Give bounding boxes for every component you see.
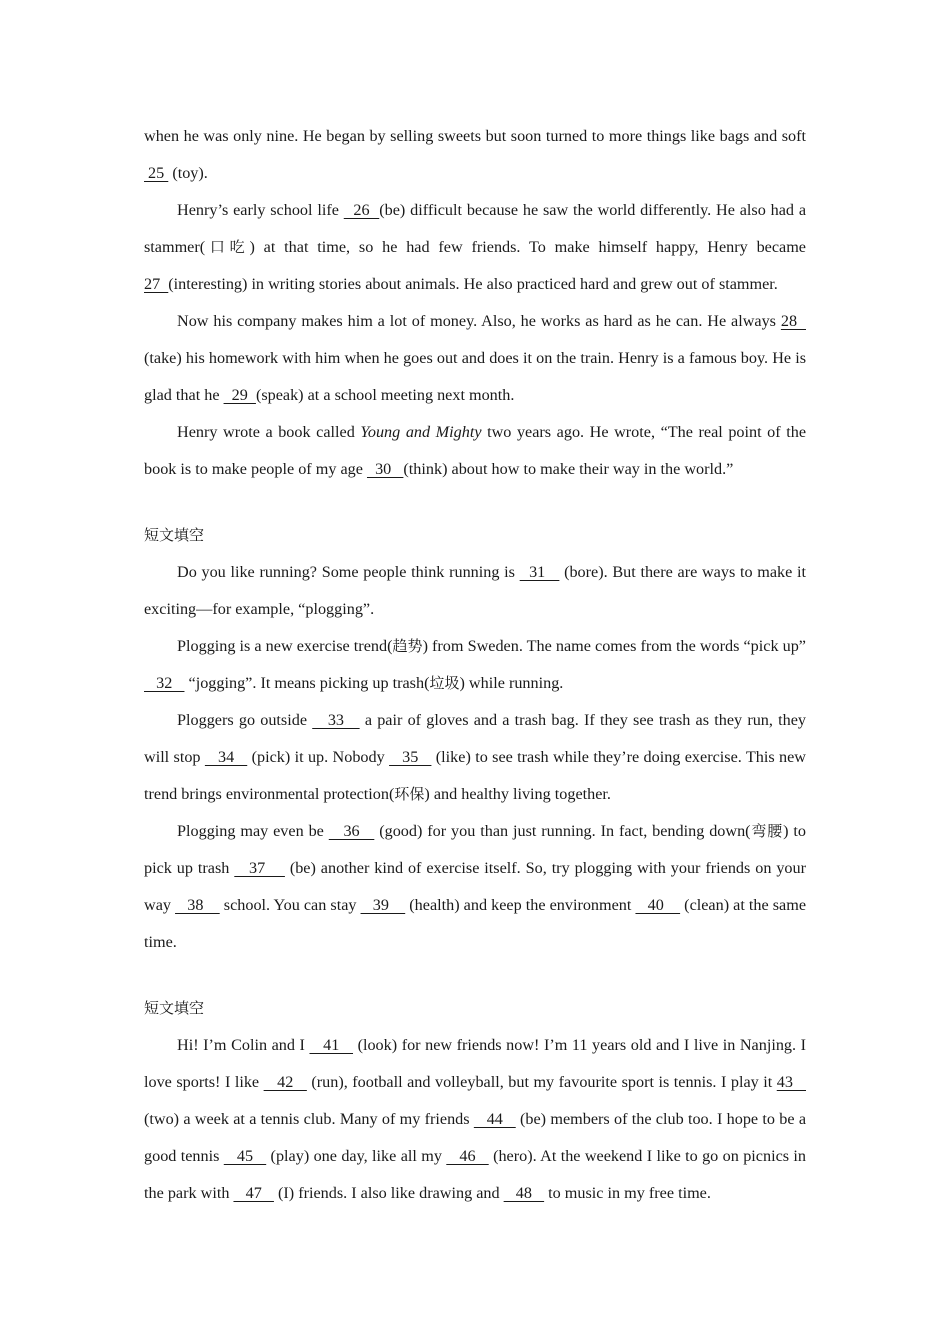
blank-28: 28 bbox=[780, 312, 806, 330]
blank-46: 46 bbox=[446, 1147, 489, 1165]
blank-27: 27 bbox=[144, 275, 169, 293]
paragraph: Now his company makes him a lot of money. Also, he works as hard as he can. He always 28 (take) his homework with him when he goes out and does it on the train. Henry is a famous boy. He is glad that he 29 (speak) at a school meeting next month. bbox=[144, 312, 806, 404]
blank-45: 45 bbox=[223, 1147, 267, 1165]
blank-31: 31 bbox=[519, 563, 560, 581]
book-title: Young and Mighty bbox=[360, 423, 482, 441]
blank-33: 33 bbox=[312, 711, 360, 729]
paragraph: Plogging may even be 36 (good) for you than just running. In fact, bending down(弯腰) to pick up trash 37 (be) another kind of exercise itself. So, try plogging with your friends on your way 38 school. You can stay 39 (health) and keep the environment 40 (clean) at the same time. bbox=[144, 822, 807, 951]
blank-29: 29 bbox=[223, 386, 256, 404]
paragraph: Henry wrote a book called Young and Mighty two years ago. He wrote, “The real point of the book is to make people of my age 30 (think) about how to make their way in the world.” bbox=[144, 423, 806, 478]
paragraph: Henry’s early school life 26 (be) difficult because he saw the world differently. He also had a stammer(口吃) at that time, so he had few friends. To make himself happy, Henry became 27 (interesting) in writing stories about animals. He also practiced hard and grew out of stammer. bbox=[144, 201, 807, 293]
blank-32: 32 bbox=[144, 674, 185, 692]
blank-42: 42 bbox=[263, 1073, 307, 1091]
blank-47: 47 bbox=[233, 1184, 274, 1202]
paragraph: Do you like running? Some people think running is 31 (bore). But there are ways to make it exciting—for example, “plogging”. bbox=[144, 563, 806, 618]
paragraph: when he was only nine. He began by selling sweets but soon turned to more things like bags and soft 25 (toy). bbox=[144, 127, 806, 182]
section-heading: 短文填空 bbox=[144, 526, 205, 544]
blank-37: 37 bbox=[234, 859, 285, 877]
blank-35: 35 bbox=[389, 748, 432, 766]
blank-30: 30 bbox=[366, 460, 404, 478]
blank-39: 39 bbox=[360, 896, 406, 914]
blank-48: 48 bbox=[503, 1184, 545, 1202]
paragraph: Hi! I’m Colin and I 41 (look) for new friends now! I’m 11 years old and I live in Nanjing. I love sports! I like 42 (run), football and volleyball, but my favourite sport is tennis. I play it 43 (two) a week at a tennis club. Many of my friends 44 (be) members of the club too. I hope to be a good tennis 45 (play) one day, like all my 46 (hero). At the weekend I like to go on picnics in the park with 47 (I) friends. I also like drawing and 48 to music in my free time. bbox=[144, 1036, 807, 1202]
blank-34: 34 bbox=[204, 748, 248, 766]
blank-25: 25 bbox=[144, 164, 169, 182]
blank-26: 26 bbox=[343, 201, 380, 219]
blank-43: 43 bbox=[776, 1073, 806, 1091]
blank-40: 40 bbox=[635, 896, 681, 914]
blank-38: 38 bbox=[175, 896, 220, 914]
document-page bbox=[144, 118, 806, 1212]
blank-44: 44 bbox=[473, 1110, 516, 1128]
blank-36: 36 bbox=[328, 822, 375, 840]
paragraph: Plogging is a new exercise trend(趋势) from Sweden. The name comes from the words “pick up” 32 “jogging”. It means picking up trash(垃圾) while running. bbox=[144, 637, 806, 692]
blank-41: 41 bbox=[309, 1036, 354, 1054]
paragraph: Ploggers go outside 33 a pair of gloves and a trash bag. If they see trash as they run, they will stop 34 (pick) it up. Nobody 35 (like) to see trash while they’re doing exercise. This new trend brings environmental protection(环保) and healthy living together. bbox=[144, 711, 807, 803]
section-heading: 短文填空 bbox=[144, 999, 205, 1017]
